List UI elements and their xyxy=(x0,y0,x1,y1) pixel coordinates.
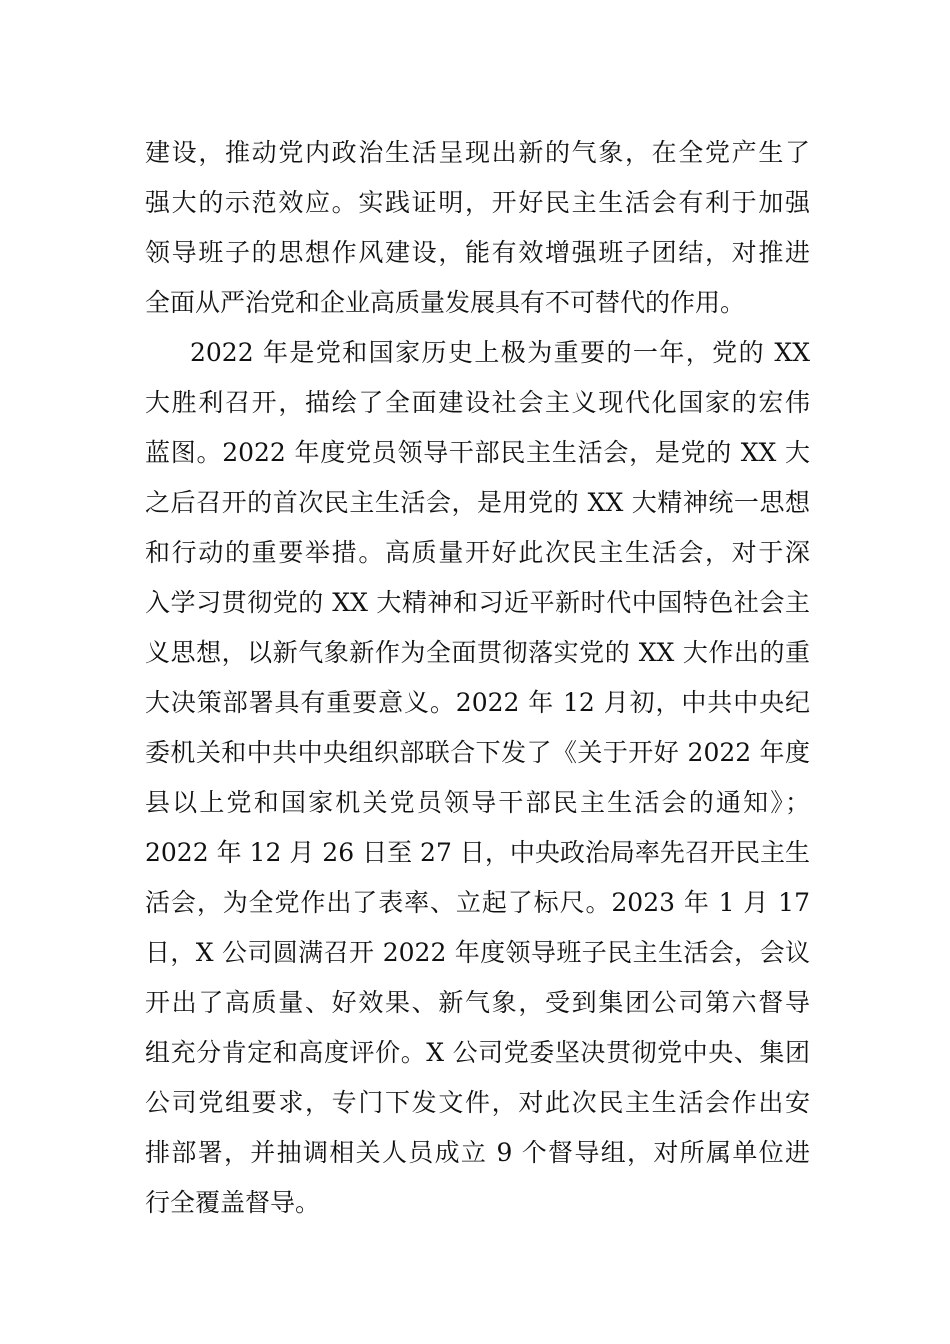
paragraph-2-line-8: 大决策部署具有重要意义。2022 年 12 月初，中共中央纪 xyxy=(145,688,810,717)
paragraph-2-line-11: 2022 年 12 月 26 日至 27 日，中央政治局率先召开民主生 xyxy=(145,838,810,867)
paragraph-1-line-3: 领导班子的思想作风建设，能有效增强班子团结，对推进 xyxy=(145,238,810,267)
paragraph-2-line-6: 入学习贯彻党的 XX 大精神和习近平新时代中国特色社会主 xyxy=(145,588,810,617)
paragraph-2-line-2: 大胜利召开，描绘了全面建设社会主义现代化国家的宏伟 xyxy=(145,388,810,417)
paragraph-2-line-12: 活会，为全党作出了表率、立起了标尺。2023 年 1 月 17 xyxy=(145,888,810,917)
paragraph-2-line-15: 组充分肯定和高度评价。X 公司党委坚决贯彻党中央、集团 xyxy=(145,1038,810,1067)
paragraph-2-line-18: 行全覆盖督导。 xyxy=(145,1188,321,1217)
paragraph-2-line-13: 日，X 公司圆满召开 2022 年度领导班子民主生活会，会议 xyxy=(145,938,810,967)
paragraph-2-line-9: 委机关和中共中央组织部联合下发了《关于开好 2022 年度 xyxy=(145,738,810,767)
paragraph-1-line-4: 全面从严治党和企业高质量发展具有不可替代的作用。 xyxy=(145,288,746,317)
paragraph-2-line-14: 开出了高质量、好效果、新气象，受到集团公司第六督导 xyxy=(145,988,810,1017)
paragraph-2-line-4: 之后召开的首次民主生活会，是用党的 XX 大精神统一思想 xyxy=(145,488,810,517)
paragraph-1-line-2: 强大的示范效应。实践证明，开好民主生活会有利于加强 xyxy=(145,188,810,217)
paragraph-2-line-16: 公司党组要求，专门下发文件，对此次民主生活会作出安 xyxy=(145,1088,810,1117)
paragraph-2-line-3: 蓝图。2022 年度党员领导干部民主生活会，是党的 XX 大 xyxy=(145,438,810,467)
paragraph-2-line-10: 县以上党和国家机关党员领导干部民主生活会的通知》； xyxy=(145,788,810,817)
paragraph-2-line-5: 和行动的重要举措。高质量开好此次民主生活会，对于深 xyxy=(145,538,810,567)
paragraph-2-line-1: 2022 年是党和国家历史上极为重要的一年，党的 XX xyxy=(190,338,810,367)
paragraph-2-line-7: 义思想，以新气象新作为全面贯彻落实党的 XX 大作出的重 xyxy=(145,638,810,667)
paragraph-2-line-17: 排部署，并抽调相关人员成立 9 个督导组，对所属单位进 xyxy=(145,1138,810,1167)
paragraph-1-line-1: 建设，推动党内政治生活呈现出新的气象，在全党产生了 xyxy=(145,138,810,167)
